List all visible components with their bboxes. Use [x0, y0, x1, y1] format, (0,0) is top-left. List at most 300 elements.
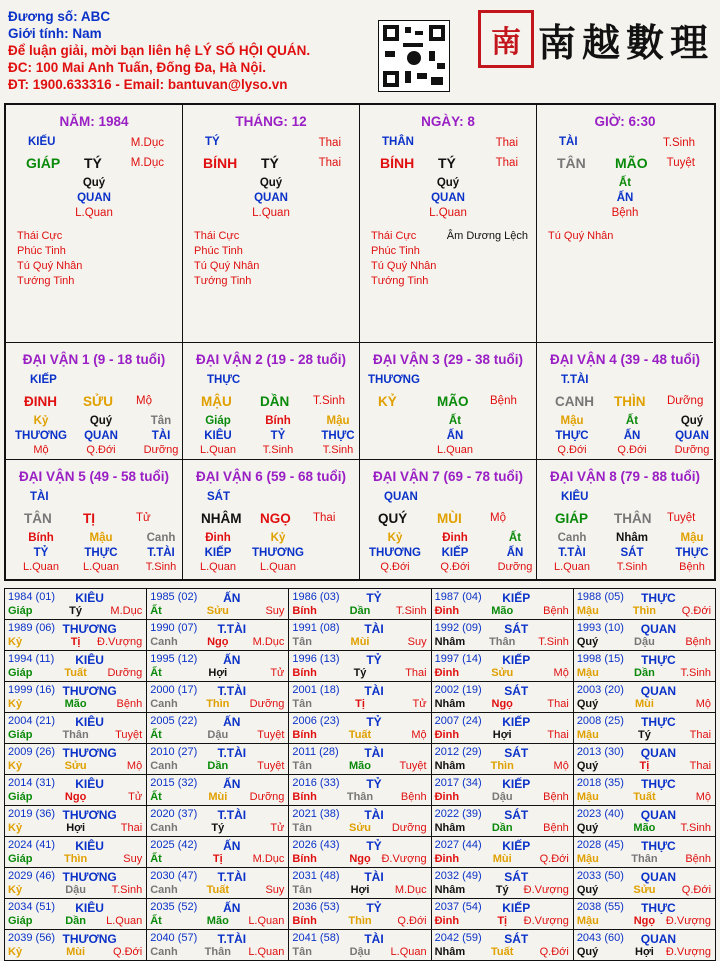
pillar-cell [183, 105, 360, 343]
year-status: Đ.Vượng [523, 884, 569, 896]
dai-van-hidden-stem: Mậu [560, 415, 584, 427]
year-cell[interactable] [432, 837, 574, 867]
pillar-can: TÂN [557, 155, 586, 171]
year-god: KIẾP [502, 653, 531, 667]
pillar-hidden-stem: Quý [259, 177, 283, 189]
year-row [5, 837, 715, 868]
year-god: THƯƠNG [62, 622, 117, 636]
year-cell[interactable] [574, 930, 715, 960]
year-god: TÀI [364, 746, 384, 760]
dai-van-hidden-status: Q.Đới [557, 444, 587, 456]
year-god: SÁT [504, 684, 529, 698]
year-chi: Tị [639, 760, 650, 772]
year-cell[interactable] [432, 899, 574, 929]
year-can: Giáp [8, 791, 33, 803]
year-can: Canh [150, 698, 178, 710]
year-cell[interactable] [5, 589, 147, 619]
dai-van-hidden-status: L.Quan [199, 444, 237, 456]
dai-van-hidden-status: Dưỡng [497, 561, 533, 573]
year-chi: Dần [349, 605, 371, 617]
year-label: 2043 (60) [576, 932, 624, 944]
year-status: Mộ [553, 667, 569, 679]
year-can: Bính [292, 853, 317, 865]
year-chi: Tuất [491, 946, 514, 958]
year-chi: Hợi [208, 667, 228, 679]
year-god: QUAN [640, 684, 677, 698]
year-status: Dưỡng [391, 822, 427, 834]
year-can: Kỷ [8, 884, 23, 896]
year-god: ẤN [223, 653, 241, 667]
year-row [5, 930, 715, 960]
year-label: 2013 (30) [576, 746, 624, 758]
dai-van-hidden-stem: Bính [28, 532, 54, 544]
year-label: 2018 (35) [576, 777, 624, 789]
dai-van-top-star: TÀI [30, 491, 49, 503]
dai-van-top-star: KIẾP [30, 374, 57, 386]
year-cell[interactable] [147, 775, 289, 805]
logo-calligraphy: 南越數理 [538, 20, 715, 65]
year-label: 2001 (18) [292, 684, 340, 696]
year-god: KIÊU [75, 901, 104, 915]
year-god: THỰC [641, 715, 676, 729]
year-status: Thai [689, 729, 712, 741]
year-status: M.Dục [252, 636, 285, 648]
dai-van-hidden-status: L.Quan [553, 561, 591, 573]
dai-van-hidden-god: THỰC [555, 430, 589, 442]
dai-van-can: NHÂM [201, 511, 242, 526]
year-status: L.Quan [248, 946, 285, 958]
year-chi: Hợi [492, 729, 512, 741]
year-chi: Mùi [208, 791, 228, 803]
dai-van-hidden-status: Dưỡng [143, 444, 179, 456]
year-status: Suy [407, 636, 427, 648]
year-can: Mậu [576, 915, 599, 927]
pillar-cell [360, 105, 537, 343]
dai-van-hidden-stem: Giáp [205, 415, 231, 427]
year-cell[interactable] [147, 837, 289, 867]
pillar-note: Phúc Tinh [17, 245, 66, 257]
year-cell[interactable] [147, 620, 289, 650]
year-god: TỶ [366, 777, 382, 791]
dai-van-can: ĐINH [24, 394, 57, 409]
logo [478, 10, 714, 70]
dai-van-hidden-god: THƯƠNG [15, 430, 67, 442]
year-chi: Dậu [207, 729, 229, 741]
contact-line-1: Để luận giải, mời bạn liên hệ LÝ SỐ HỘI QUÁN. [8, 43, 311, 58]
year-label: 2032 (49) [434, 870, 482, 882]
pillar-can: BÍNH [203, 155, 238, 171]
year-god: THỰC [641, 839, 676, 853]
year-status: Tử [412, 698, 427, 710]
year-cell[interactable] [432, 713, 574, 743]
year-can: Bính [292, 605, 317, 617]
year-label: 1986 (03) [292, 591, 340, 603]
dai-van-hidden-stem: Mậu [89, 532, 113, 544]
year-cell[interactable] [432, 930, 574, 960]
year-row [5, 775, 715, 806]
year-cell[interactable] [574, 806, 715, 836]
dai-van-title: ĐẠI VẬN 4 (39 - 48 tuổi) [549, 352, 701, 367]
year-label: 2036 (53) [292, 901, 340, 913]
year-cell[interactable] [432, 620, 574, 650]
year-can: Bính [292, 791, 317, 803]
dai-van-hidden-status: T.Sinh [262, 444, 294, 456]
pillar-top-star: TÝ [205, 136, 220, 148]
year-chi: Sửu [348, 822, 372, 834]
year-cell[interactable] [289, 868, 431, 898]
year-cell[interactable] [289, 589, 431, 619]
dai-van-status: Dưỡng [667, 395, 704, 407]
year-cell[interactable] [147, 651, 289, 681]
dai-van-chi: MÙI [437, 511, 462, 526]
pillar-note: Phúc Tinh [194, 245, 243, 257]
year-status: Mộ [695, 698, 712, 710]
pillar-note: Tú Quý Nhân [548, 230, 614, 242]
dai-van-hidden-god: QUAN [84, 430, 118, 442]
year-label: 2005 (22) [150, 715, 198, 727]
year-cell[interactable] [432, 589, 574, 619]
year-status: Suy [123, 853, 143, 865]
year-cell[interactable] [432, 775, 574, 805]
year-can: Tân [292, 822, 312, 834]
year-cell[interactable] [432, 868, 574, 898]
dai-van-hidden-god: ẤN [446, 430, 464, 442]
year-label: 2017 (34) [434, 777, 482, 789]
year-god: THƯƠNG [62, 932, 117, 946]
contact-line-3[interactable]: ĐT: 1900.633316 - Email: bantuvan@lyso.vn [8, 77, 288, 92]
year-chi: Tị [355, 698, 365, 710]
year-god: T.TÀI [217, 622, 247, 636]
year-can: Ất [150, 915, 162, 927]
year-cell[interactable] [147, 930, 289, 960]
year-can: Canh [150, 822, 178, 834]
year-chi: Mùi [66, 946, 86, 958]
year-cell[interactable] [289, 775, 431, 805]
year-god: KIẾP [502, 777, 531, 791]
dai-van-cell [537, 343, 713, 460]
year-can: Canh [150, 636, 178, 648]
year-label: 1985 (02) [150, 591, 198, 603]
year-chi: Dậu [491, 791, 513, 803]
year-cell[interactable] [5, 899, 147, 929]
year-can: Bính [292, 729, 317, 741]
year-label: 1993 (10) [576, 622, 624, 634]
year-status: Tuyệt [257, 760, 285, 772]
year-can: Quý [576, 698, 599, 710]
year-label: 2034 (51) [8, 901, 56, 913]
year-chi: Dần [207, 760, 229, 772]
pillar-note: Tướng Tinh [194, 275, 252, 287]
dai-van-hidden-god: THƯƠNG [252, 547, 304, 559]
dai-van-hidden-stem: Đinh [442, 532, 468, 544]
year-status: Q.Đới [539, 946, 569, 958]
year-cell[interactable] [574, 682, 715, 712]
year-cell[interactable] [432, 651, 574, 681]
pillar-hidden-stem: Quý [82, 177, 106, 189]
pillar-hidden-god: ẤN [616, 192, 634, 204]
pillar-chi: TÝ [261, 155, 279, 171]
year-can: Tân [292, 760, 312, 772]
year-label: 2019 (36) [8, 808, 56, 820]
year-chi: Thìn [348, 915, 372, 927]
dai-van-title: ĐẠI VẬN 6 (59 - 68 tuổi) [195, 469, 347, 484]
dai-van-status: T.Sinh [313, 395, 345, 407]
dai-van-hidden-status: L.Quan [22, 561, 60, 573]
year-god: THƯƠNG [62, 808, 117, 822]
dai-van-top-star: THƯƠNG [368, 374, 420, 386]
year-status: Đ.Vượng [523, 915, 569, 927]
dai-van-can: TÂN [24, 511, 52, 526]
year-label: 2002 (19) [434, 684, 482, 696]
dai-van-hidden-stem: Đinh [205, 532, 231, 544]
year-cell[interactable] [147, 868, 289, 898]
year-cell[interactable] [432, 744, 574, 774]
year-cell[interactable] [289, 620, 431, 650]
year-cell[interactable] [5, 713, 147, 743]
year-label: 1999 (16) [8, 684, 56, 696]
year-can: Ất [150, 729, 162, 741]
year-cell[interactable] [289, 713, 431, 743]
year-chi: Dần [634, 667, 655, 679]
year-god: T.TÀI [217, 932, 247, 946]
year-cell[interactable] [432, 806, 574, 836]
year-cell[interactable] [574, 899, 715, 929]
year-status: Q.Đới [112, 946, 143, 958]
year-status: Dưỡng [249, 791, 285, 803]
dai-van-hidden-status: L.Quan [436, 444, 474, 456]
dai-van-hidden-god: KIẾP [204, 547, 232, 559]
year-chi: Hợi [635, 946, 654, 958]
year-chi: Mùi [492, 853, 512, 865]
year-cell[interactable] [5, 682, 147, 712]
year-god: SÁT [504, 870, 529, 884]
dai-van-chi: THÂN [614, 511, 652, 526]
year-can: Canh [150, 884, 178, 896]
year-chi: Mão [491, 605, 514, 617]
year-label: 2011 (28) [292, 746, 339, 758]
dai-van-status: Tử [136, 512, 151, 524]
year-cell[interactable] [289, 744, 431, 774]
year-cell[interactable] [432, 682, 574, 712]
year-cell[interactable] [5, 744, 147, 774]
year-label: 2039 (56) [8, 932, 56, 944]
year-can: Mậu [576, 853, 599, 865]
year-god: T.TÀI [217, 870, 247, 884]
dai-van-can: MẬU [201, 394, 232, 409]
dai-van-chi: TỊ [83, 511, 95, 526]
year-cell[interactable] [574, 589, 715, 619]
year-god: TÀI [364, 932, 384, 946]
dai-van-hidden-stem: Mậu [680, 532, 704, 544]
year-chi: Tị [212, 853, 223, 865]
year-can: Ất [150, 605, 162, 617]
year-cell[interactable] [5, 837, 147, 867]
year-cell[interactable] [289, 837, 431, 867]
year-chi: Tuất [206, 884, 229, 896]
year-chi: Ngọ [633, 915, 656, 927]
year-label: 2029 (46) [8, 870, 56, 882]
year-cell[interactable] [289, 930, 431, 960]
year-row [5, 713, 715, 744]
year-cell[interactable] [289, 899, 431, 929]
dai-van-hidden-god: SÁT [620, 547, 644, 559]
year-god: T.TÀI [217, 684, 247, 698]
dai-van-hidden-stem: Bính [265, 415, 291, 427]
year-chi: Thân [631, 853, 658, 865]
year-can: Quý [576, 884, 599, 896]
dai-van-hidden-stem: Kỷ [387, 532, 403, 544]
pillar-chi: TÝ [84, 155, 102, 171]
year-table [4, 588, 716, 961]
year-cell[interactable] [289, 682, 431, 712]
dai-van-hidden-stem: Ất [625, 415, 639, 427]
dai-van-cell [183, 343, 360, 460]
year-chi: Tý [211, 822, 225, 834]
year-label: 1984 (01) [8, 591, 56, 603]
year-status: L.Quan [106, 915, 143, 927]
year-god: THỰC [641, 901, 676, 915]
year-god: KIẾP [502, 591, 531, 605]
pillar-note: Tú Quý Nhân [194, 260, 260, 272]
year-row [5, 682, 715, 713]
year-god: ẤN [223, 839, 241, 853]
year-status: Tuyệt [399, 760, 427, 772]
year-cell[interactable] [147, 744, 289, 774]
dai-van-hidden-god: T.TÀI [147, 547, 175, 559]
year-cell[interactable] [574, 837, 715, 867]
year-cell[interactable] [147, 589, 289, 619]
pillar-hidden-god: QUAN [254, 192, 288, 204]
dai-van-chi: THÌN [614, 394, 646, 409]
pillar-note: Tướng Tinh [371, 275, 429, 287]
year-god: QUAN [640, 808, 677, 822]
year-status: Q.Đới [681, 884, 712, 896]
year-can: Mậu [576, 667, 599, 679]
dai-van-hidden-stem: Kỷ [33, 415, 49, 427]
year-cell[interactable] [5, 775, 147, 805]
pillar-top-status: Thai [318, 137, 341, 149]
dai-van-hidden-status: L.Quan [82, 561, 120, 573]
year-cell[interactable] [574, 713, 715, 743]
dai-van-status: Mộ [136, 395, 152, 407]
year-cell[interactable] [574, 651, 715, 681]
year-row [5, 899, 715, 930]
year-label: 2024 (41) [8, 839, 56, 851]
year-god: KIÊU [75, 653, 104, 667]
pillar-hidden-stem: Quý [436, 177, 460, 189]
year-god: THƯƠNG [62, 746, 117, 760]
year-label: 2015 (32) [150, 777, 198, 789]
year-cell[interactable] [5, 620, 147, 650]
year-god: TỶ [366, 839, 382, 853]
year-cell[interactable] [574, 744, 715, 774]
pillar-title: NĂM: 1984 [59, 114, 129, 129]
year-status: M.Dục [252, 853, 285, 865]
year-cell[interactable] [147, 899, 289, 929]
year-cell[interactable] [5, 930, 147, 960]
year-cell[interactable] [574, 868, 715, 898]
year-cell[interactable] [147, 806, 289, 836]
year-can: Nhâm [434, 636, 466, 648]
year-cell[interactable] [5, 651, 147, 681]
year-chi: Ngọ [64, 791, 87, 803]
year-status: Đ.Vượng [665, 946, 712, 958]
year-label: 2009 (26) [8, 746, 56, 758]
year-god: QUAN [640, 746, 677, 760]
year-status: T.Sinh [680, 667, 712, 679]
dai-van-hidden-god: T.TÀI [558, 547, 586, 559]
year-can: Đinh [434, 915, 460, 927]
year-chi: Dần [491, 822, 513, 834]
year-row [5, 806, 715, 837]
year-row [5, 868, 715, 899]
dai-van-hidden-god: QUAN [675, 430, 709, 442]
year-label: 2038 (55) [576, 901, 624, 913]
year-cell[interactable] [289, 806, 431, 836]
year-status: Thai [120, 822, 143, 834]
year-cell[interactable] [147, 713, 289, 743]
year-label: 2012 (29) [434, 746, 482, 758]
year-status: Thai [547, 729, 569, 741]
year-can: Kỷ [8, 946, 23, 958]
year-status: Đ.Vượng [381, 853, 427, 865]
dai-van-hidden-status: Q.Đới [440, 561, 470, 573]
year-label: 2023 (40) [576, 808, 624, 820]
pillar-chi-status: M.Dục [130, 157, 164, 169]
year-status: M.Dục [110, 605, 143, 617]
year-cell[interactable] [5, 868, 147, 898]
year-chi: Mão [206, 915, 229, 927]
year-chi: Tuất [64, 667, 87, 679]
year-cell[interactable] [289, 651, 431, 681]
year-can: Nhâm [434, 946, 466, 958]
year-can: Quý [576, 946, 599, 958]
qr-code[interactable] [378, 20, 450, 92]
dai-van-cell [537, 460, 713, 579]
dai-van-can: CANH [555, 394, 594, 409]
year-god: KIẾP [502, 839, 531, 853]
dai-van-cell [360, 460, 537, 579]
year-chi: Thân [346, 791, 374, 803]
year-chi: Thân [204, 946, 231, 958]
dai-van-title: ĐẠI VẬN 5 (49 - 58 tuổi) [18, 469, 170, 484]
pillar-note: Tú Quý Nhân [17, 260, 83, 272]
year-god: KIÊU [75, 715, 104, 729]
year-cell[interactable] [5, 806, 147, 836]
dai-van-top-star: KIÊU [561, 491, 589, 503]
year-cell[interactable] [574, 775, 715, 805]
year-label: 2037 (54) [434, 901, 482, 913]
year-status: Thai [547, 698, 569, 710]
year-cell[interactable] [147, 682, 289, 712]
dai-van-can: GIÁP [555, 511, 589, 526]
year-can: Quý [576, 822, 599, 834]
year-god: QUAN [640, 932, 677, 946]
year-chi: Thân [489, 636, 516, 648]
year-status: Thai [405, 667, 427, 679]
year-status: Dưỡng [249, 698, 285, 710]
dai-van-title: ĐẠI VẬN 3 (29 - 38 tuổi) [372, 352, 524, 367]
year-can: Giáp [8, 667, 33, 679]
year-god: KIÊU [75, 591, 104, 605]
year-chi: Thân [62, 729, 89, 741]
year-god: TÀI [364, 684, 384, 698]
year-status: Bệnh [685, 636, 712, 648]
year-god: QUAN [640, 622, 677, 636]
year-cell[interactable] [574, 620, 715, 650]
dai-van-top-star: QUAN [384, 491, 418, 503]
dai-van-title: ĐẠI VẬN 1 (9 - 18 tuổi) [22, 352, 166, 367]
